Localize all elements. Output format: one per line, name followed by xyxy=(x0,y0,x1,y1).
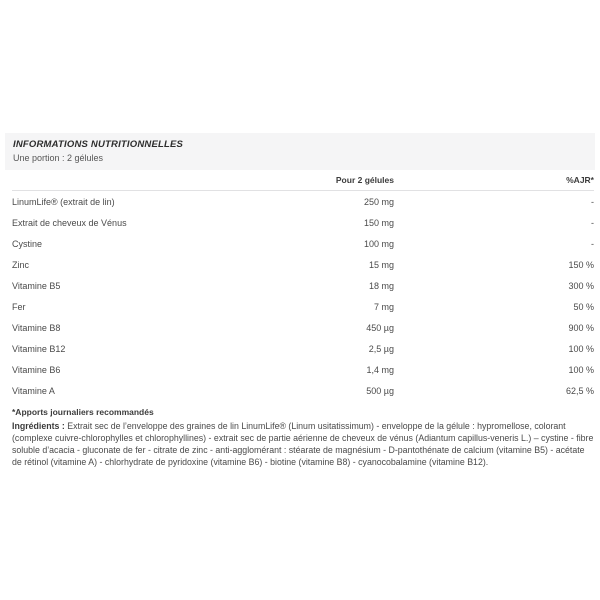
row-rda: 100 % xyxy=(568,364,594,375)
row-rda: - xyxy=(591,217,594,228)
table-row xyxy=(12,359,594,380)
table-body xyxy=(12,191,594,401)
row-rda: 50 % xyxy=(573,301,594,312)
table-row xyxy=(12,338,594,359)
table-row xyxy=(12,212,594,233)
row-label: Vitamine B5 xyxy=(12,280,61,291)
row-amount: 15 mg xyxy=(368,259,394,270)
table-row xyxy=(12,254,594,275)
table-row xyxy=(12,233,594,254)
column-header-amount: Pour 2 gélules xyxy=(335,175,394,185)
row-rda: - xyxy=(591,238,594,249)
row-amount: 250 mg xyxy=(363,196,394,207)
row-amount: 100 mg xyxy=(363,238,394,249)
row-label: Vitamine A xyxy=(12,385,55,396)
row-rda: 300 % xyxy=(568,280,594,291)
row-amount: 450 µg xyxy=(366,322,394,333)
row-label: Cystine xyxy=(12,238,43,249)
row-label: Zinc xyxy=(12,259,30,270)
row-label: Vitamine B8 xyxy=(12,322,61,333)
ingredients-label: Ingrédients : xyxy=(12,421,68,431)
table-row xyxy=(12,275,594,296)
row-amount: 18 mg xyxy=(368,280,394,291)
row-amount: 1,4 mg xyxy=(366,364,394,375)
row-rda: 62,5 % xyxy=(565,385,594,396)
panel-subtitle: Une portion : 2 gélules xyxy=(13,153,104,163)
row-amount: 500 µg xyxy=(366,385,394,396)
ingredients-paragraph xyxy=(12,421,595,469)
footnote: *Apports journaliers recommandés xyxy=(12,407,154,417)
nutrition-table xyxy=(12,170,594,401)
panel-title: INFORMATIONS NUTRITIONNELLES xyxy=(13,139,184,150)
row-label: Fer xyxy=(12,301,26,312)
nutrition-panel-header xyxy=(5,133,595,170)
row-amount: 150 mg xyxy=(363,217,394,228)
row-rda: 900 % xyxy=(568,322,594,333)
row-rda: - xyxy=(591,196,594,207)
row-amount: 7 mg xyxy=(373,301,394,312)
row-label: Vitamine B6 xyxy=(12,364,61,375)
table-row xyxy=(12,296,594,317)
table-header-row xyxy=(12,170,594,191)
row-label: Vitamine B12 xyxy=(12,343,66,354)
column-header-rda: %AJR* xyxy=(566,175,594,185)
row-rda: 100 % xyxy=(568,343,594,354)
table-row xyxy=(12,191,594,212)
row-amount: 2,5 µg xyxy=(368,343,394,354)
table-row xyxy=(12,380,594,401)
ingredients-text: Extrait sec de l’enveloppe des graines de lin LinumLife® (Linum usitatissimum) - enveloppe de la gélule : hypromellose, colorant (complexe cuivre-chlorophylles et chlorophyllines) - extrait sec de partie aérienne de cheveux de vénus (Adiantum capillus-veneris L.) – cystine - fibre soluble d’acacia - gluconate de fer - citrate de zinc - anti-agglomérant : stéarate de magnésium - D-pantothénate de calcium (vitamine B5) - acétate de rétinol (vitamine A) - chlorhydrate de pyridoxine (vitamine B6) - biotine (vitamine B8) - cyanocobalamine (vitamine B12). xyxy=(12,421,594,467)
table-row xyxy=(12,317,594,338)
row-rda: 150 % xyxy=(568,259,594,270)
row-label: LinumLife® (extrait de lin) xyxy=(12,196,115,207)
row-label: Extrait de cheveux de Vénus xyxy=(12,217,127,228)
